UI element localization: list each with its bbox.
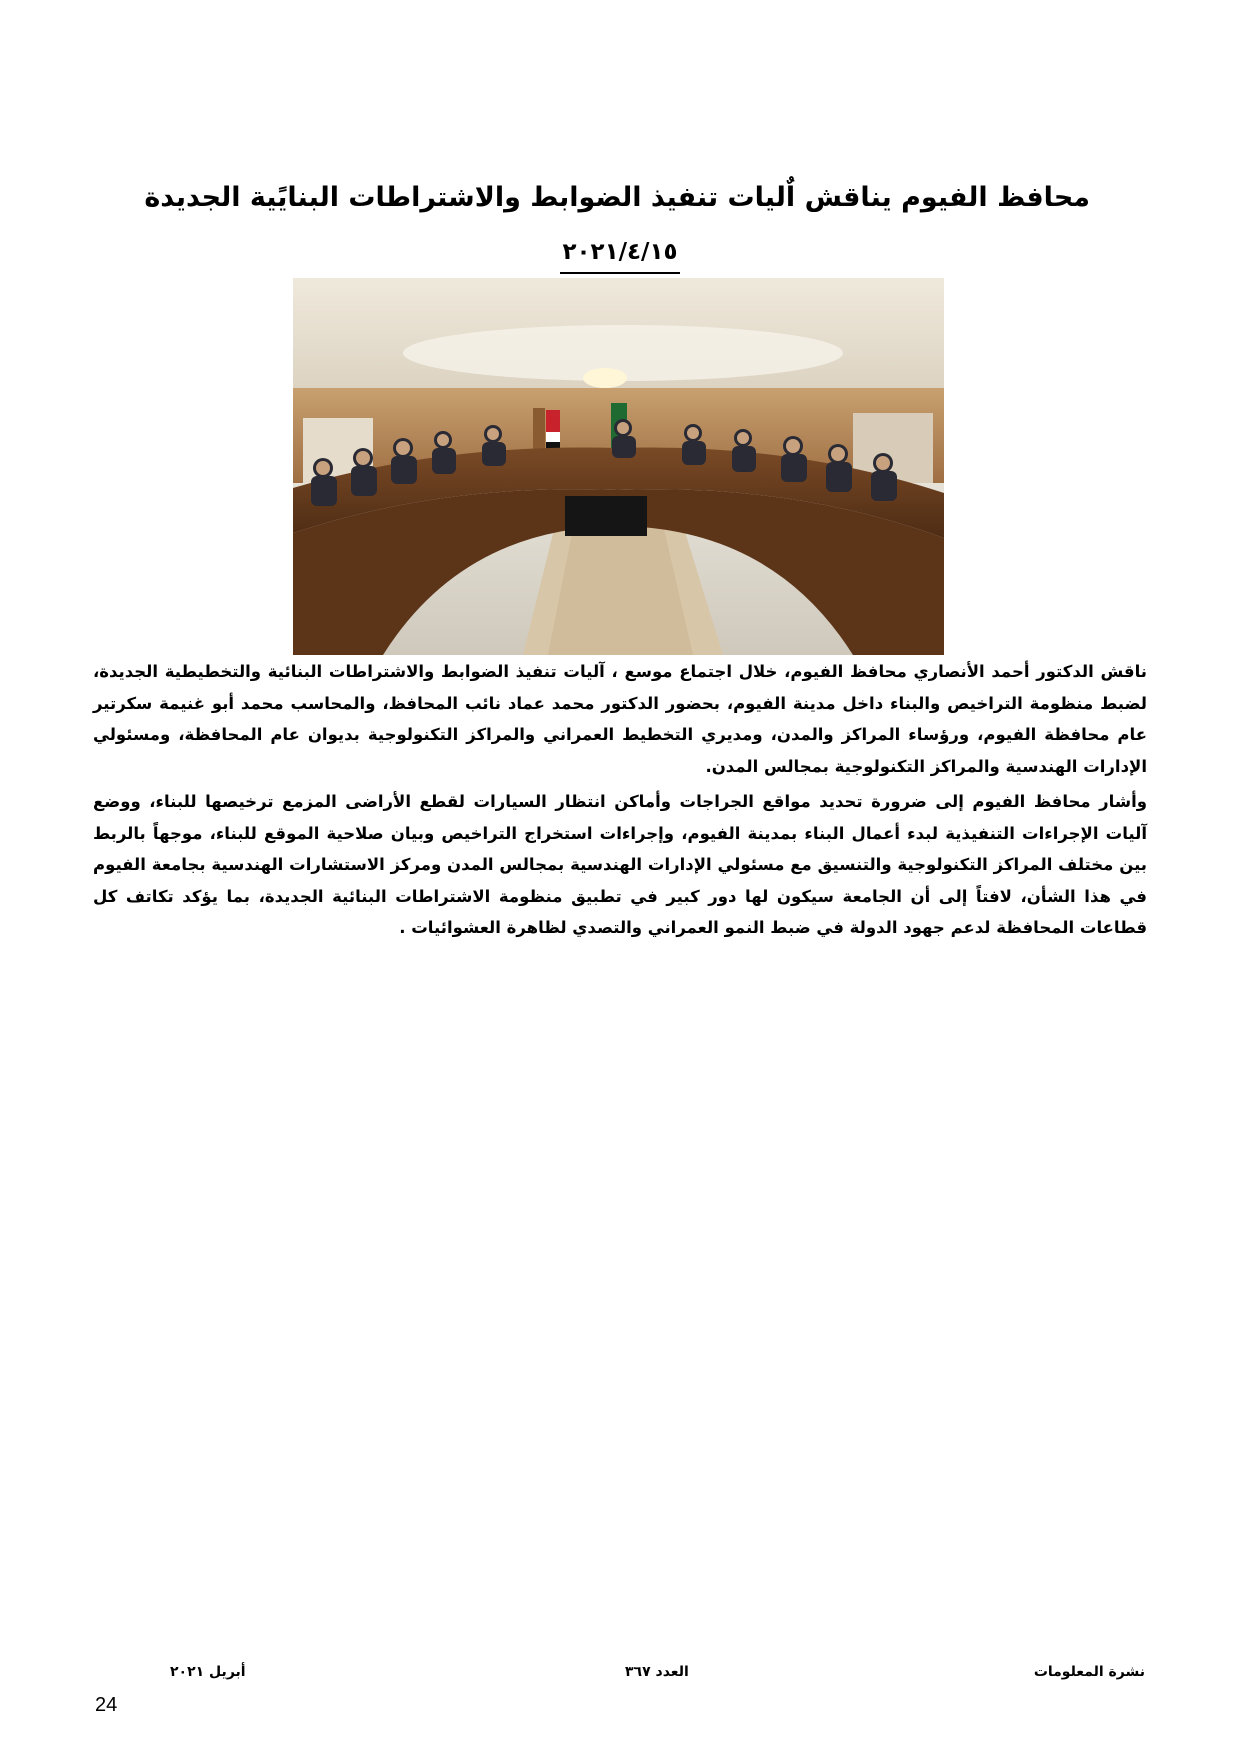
footer-month: أبريل ٢٠٢١ bbox=[170, 1664, 246, 1680]
article-paragraph: وأشار محافظ الفيوم إلى ضرورة تحديد مواقع الجراجات وأماكن انتظار السيارات لقطع الأراضى المزمع ترخيصها للبناء، ووضع آليات الإجراءات التنفيذية لبدء أعمال البناء بمدينة الفيوم، وإجراءات استخراج التراخيص وبيان صلاحية الموقع للبناء، موجهاً بالربط بين مختلف المراكز التكنولوجية والتنسيق مع مسئولي الإدارات الهندسية بمجالس المدن ومركز الاستشارات الهندسية بجامعة الفيوم في هذا الشأن، لافتاً إلى أن الجامعة سيكون لها دور كبير في تطبيق منظومة الاشتراطات البنائية الجديدة، بما يؤكد تكاتف كل قطاعات المحافظة لدعم جهود الدولة في ضبط النمو العمراني والتصدي لظاهرة العشوائيات . bbox=[93, 792, 1147, 937]
article-body bbox=[93, 656, 1147, 948]
article-date-text: ٢٠٢١/٤/١٥ bbox=[560, 236, 679, 274]
footer-publication: نشرة المعلومات bbox=[1033, 1664, 1145, 1680]
footer-issue: العدد ٣٦٧ bbox=[625, 1664, 689, 1680]
page-number: 24 bbox=[95, 1694, 118, 1716]
meeting-room-photo bbox=[293, 278, 944, 655]
article-title: محافظ الفيوم يناقش اٌليات تنفيذ الضوابط والاشتراطات البنايًية الجديدة bbox=[144, 182, 1090, 213]
article-paragraph: ناقش الدكتور أحمد الأنصاري محافظ الفيوم، خلال اجتماع موسع ، آليات تنفيذ الضوابط والاشتراطات البنائية والتخطيطية الجديدة، لضبط منظومة التراخيص والبناء داخل مدينة الفيوم، بحضور الدكتور محمد عماد نائب المحافظ، والمحاسب محمد أبو غنيمة سكرتير عام محافظة الفيوم، ورؤساء المراكز والمدن، ومديري التخطيط العمراني والمراكز التكنولوجية بديوان عام المحافظة، ومسئولي الإدارات الهندسية والمراكز التكنولوجية بمجالس المدن. bbox=[93, 662, 1147, 776]
article-date bbox=[520, 236, 720, 274]
page-footer bbox=[150, 1664, 1145, 1690]
